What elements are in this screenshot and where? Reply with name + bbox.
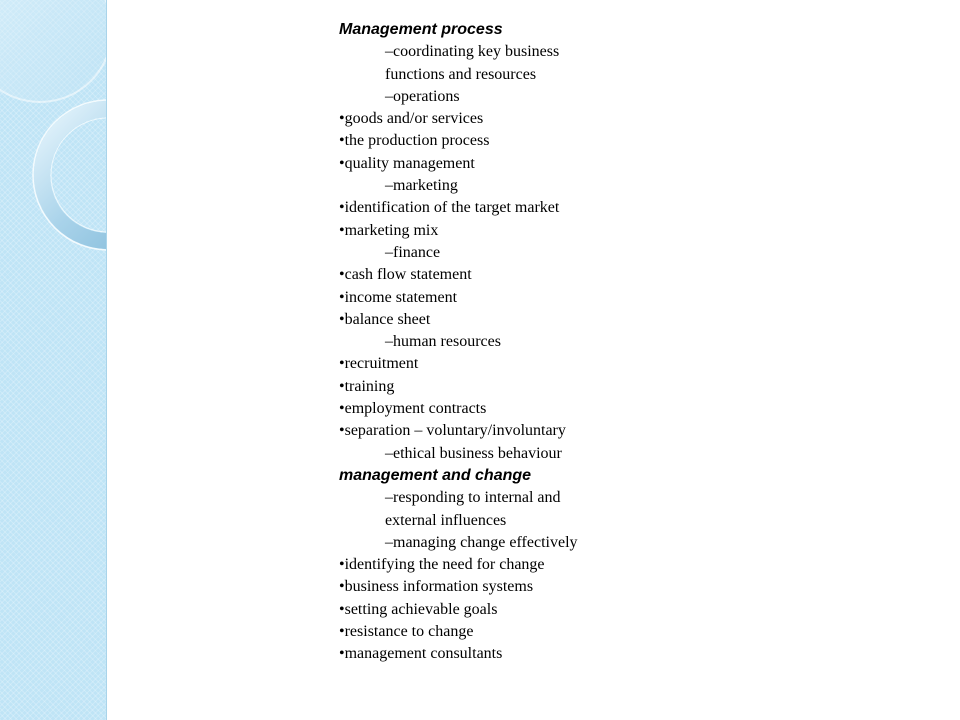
bullet-item: •recruitment <box>339 355 419 373</box>
subtopic-line: –operations <box>385 87 460 105</box>
bullet-item: •cash flow statement <box>339 266 472 284</box>
bullet-item: •quality management <box>339 154 475 172</box>
bullet-item: •the production process <box>339 132 490 150</box>
bullet-item: •resistance to change <box>339 623 474 641</box>
bullet-item: •identifying the need for change <box>339 556 545 574</box>
bullet-item: •training <box>339 377 395 395</box>
bullet-item: •identification of the target market <box>339 199 560 217</box>
bullet-item: •business information systems <box>339 578 534 596</box>
decorative-rings <box>0 0 106 720</box>
subtopic-line: –coordinating key business <box>385 43 560 61</box>
bullet-item: •employment contracts <box>339 400 487 418</box>
subtopic-line: –human resources <box>385 333 501 351</box>
subtopic-line: –responding to internal and <box>385 489 561 507</box>
bullet-item: •management consultants <box>339 645 503 663</box>
bullet-item: •setting achievable goals <box>339 600 498 618</box>
subtopic-line: –marketing <box>385 177 458 195</box>
bullet-item: •marketing mix <box>339 221 439 239</box>
subtopic-line: functions and resources <box>385 65 537 83</box>
bullet-item: •separation – voluntary/involuntary <box>339 422 566 440</box>
bullet-item: •balance sheet <box>339 310 431 328</box>
subtopic-line: –managing change effectively <box>385 533 578 551</box>
slide-body <box>339 19 939 666</box>
bullet-item: •goods and/or services <box>339 110 484 128</box>
subtopic-line: –finance <box>385 243 441 261</box>
section-heading: Management process <box>339 21 503 38</box>
large-ring <box>0 0 106 102</box>
decorative-side-panel <box>0 0 107 720</box>
subtopic-line: –ethical business behaviour <box>385 444 562 462</box>
subtopic-line: external influences <box>385 511 507 529</box>
bullet-item: •income statement <box>339 288 458 306</box>
section-heading: management and change <box>339 466 532 484</box>
